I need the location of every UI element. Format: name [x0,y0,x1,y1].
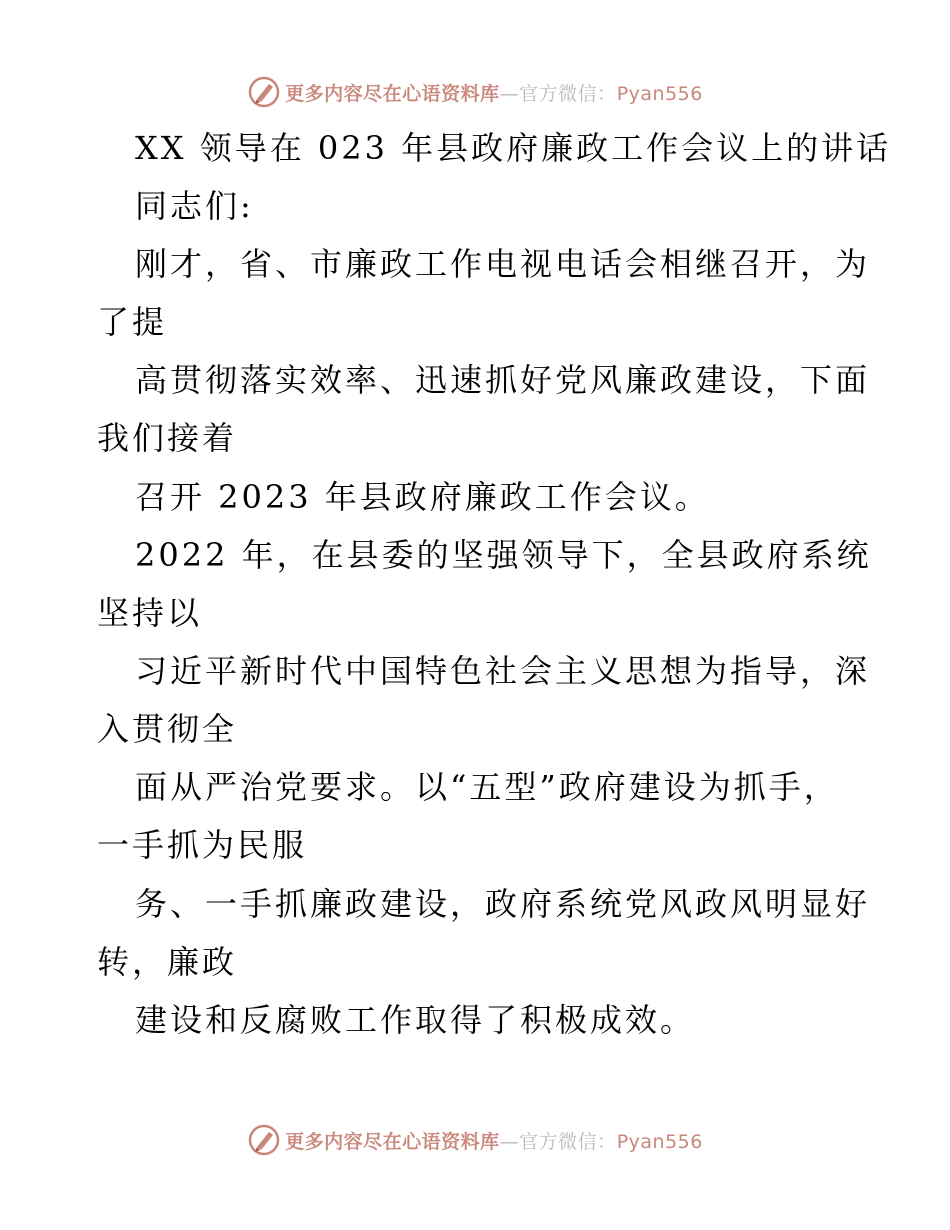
watermark-contact-label: 官方微信： [519,82,617,105]
footer-watermark [0,1120,950,1160]
paragraph-line: 习近平新时代中国特色社会主义思想为指导，深 [135,652,871,690]
header-watermark [0,72,950,112]
watermark-contact-id: Pyan556 [616,1130,703,1153]
watermark-main-text: 更多内容尽在心语资料库 [285,1130,500,1153]
paragraph-line: 高贯彻落实效率、迅速抓好党风廉政建设，下面 [135,361,871,399]
watermark-main-text: 更多内容尽在心语资料库 [285,82,500,105]
pen-logo-icon [247,1123,281,1157]
paragraph-line: 召开 2023 年县政府廉政工作会议。 [135,478,710,516]
pen-logo-icon [247,75,281,109]
paragraph-line: 建设和反腐败工作取得了积极成效。 [135,1001,696,1039]
paragraph-line: 务、一手抓廉政建设，政府系统党风政风明显好 [135,885,871,923]
paragraph-line: 面从严治党要求。以“五型”政府建设为抓手， [135,768,839,806]
paragraph-line: 了提 [97,303,168,341]
watermark-contact-label: 官方微信： [519,1130,617,1153]
watermark-separator: — [499,1130,520,1153]
paragraph-line: 我们接着 [97,419,238,457]
paragraph-line: 一手抓为民服 [97,826,308,864]
watermark-contact-id: Pyan556 [616,82,703,105]
salutation: 同志们: [135,187,254,225]
watermark-separator: — [499,82,520,105]
paragraph-line: 入贯彻全 [97,710,238,748]
document-title: XX 领导在 023 年县政府廉政工作会议上的讲话 [135,129,892,167]
paragraph-line: 转，廉政 [97,943,238,981]
paragraph-line: 坚持以 [97,594,203,632]
paragraph-line: 2022 年，在县委的坚强领导下，全县政府系统 [135,536,872,574]
paragraph-line: 刚才，省、市廉政工作电视电话会相继召开，为 [135,245,871,283]
